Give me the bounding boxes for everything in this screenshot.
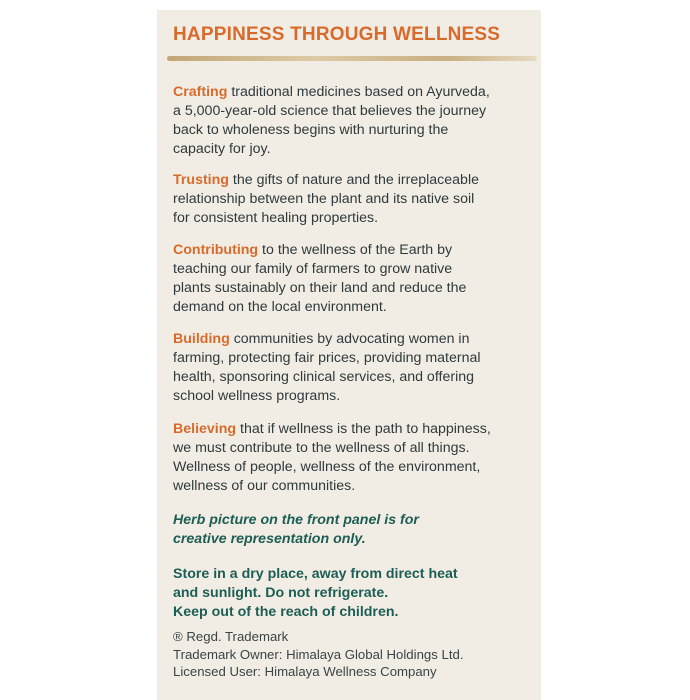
paragraph-line: communities by advocating women in <box>229 331 470 347</box>
paragraph-line: we must contribute to the wellness of all things. <box>173 440 470 456</box>
trademark-notice: ® Regd. Trademark <box>173 629 289 644</box>
lead-word: Crafting <box>173 84 228 100</box>
headline: HAPPINESS THROUGH WELLNESS <box>173 24 501 45</box>
brush-divider <box>167 56 537 61</box>
storage-instructions <box>173 565 531 622</box>
paragraph-trusting <box>173 171 531 228</box>
paragraph-line: that if wellness is the path to happiness, <box>236 421 491 437</box>
paragraph-line: demand on the local environment. <box>173 299 387 315</box>
paragraph-line: plants sustainably on their land and reduce the <box>173 280 467 296</box>
trademark-owner: Trademark Owner: Himalaya Global Holdings Ltd. <box>173 646 464 662</box>
paragraph-believing <box>173 420 531 496</box>
legal-info <box>173 628 531 681</box>
paragraph-line: teaching our family of farmers to grow native <box>173 261 453 277</box>
paragraph-line: a 5,000-year-old science that believes the journey <box>173 103 487 119</box>
paragraph-line: school wellness programs. <box>173 388 341 404</box>
note-line: creative representation only. <box>173 531 366 547</box>
note-line: Herb picture on the front panel is for <box>173 512 419 528</box>
paragraph-line: capacity for joy. <box>173 141 271 157</box>
paragraph-building <box>173 330 531 406</box>
storage-line: and sunlight. Do not refrigerate. <box>173 585 389 601</box>
paragraph-line: wellness of our communities. <box>173 478 356 494</box>
herb-picture-note <box>173 511 531 549</box>
paragraph-line: back to wholeness begins with nurturing the <box>173 122 449 138</box>
paragraph-line: to the wellness of the Earth by <box>258 242 453 258</box>
paragraph-line: the gifts of nature and the irreplaceable <box>228 172 479 188</box>
paragraph-line: Wellness of people, wellness of the environment, <box>173 459 481 475</box>
paragraph-line: farming, protecting fair prices, providing maternal <box>173 350 481 366</box>
lead-word: Building <box>173 331 230 347</box>
label-panel <box>157 10 541 700</box>
lead-word: Contributing <box>173 242 259 258</box>
storage-line: Store in a dry place, away from direct heat <box>173 566 458 582</box>
paragraph-line: health, sponsoring clinical services, and offering <box>173 369 474 385</box>
lead-word: Trusting <box>173 172 229 188</box>
paragraph-contributing <box>173 241 531 317</box>
paragraph-line: relationship between the plant and its native soil <box>173 191 475 207</box>
lead-word: Believing <box>173 421 237 437</box>
paragraph-crafting <box>173 83 531 159</box>
storage-line: Keep out of the reach of children. <box>173 604 399 620</box>
paragraph-line: traditional medicines based on Ayurveda, <box>227 84 490 100</box>
paragraph-line: for consistent healing properties. <box>173 210 379 226</box>
licensed-user: Licensed User: Himalaya Wellness Company <box>173 664 437 679</box>
